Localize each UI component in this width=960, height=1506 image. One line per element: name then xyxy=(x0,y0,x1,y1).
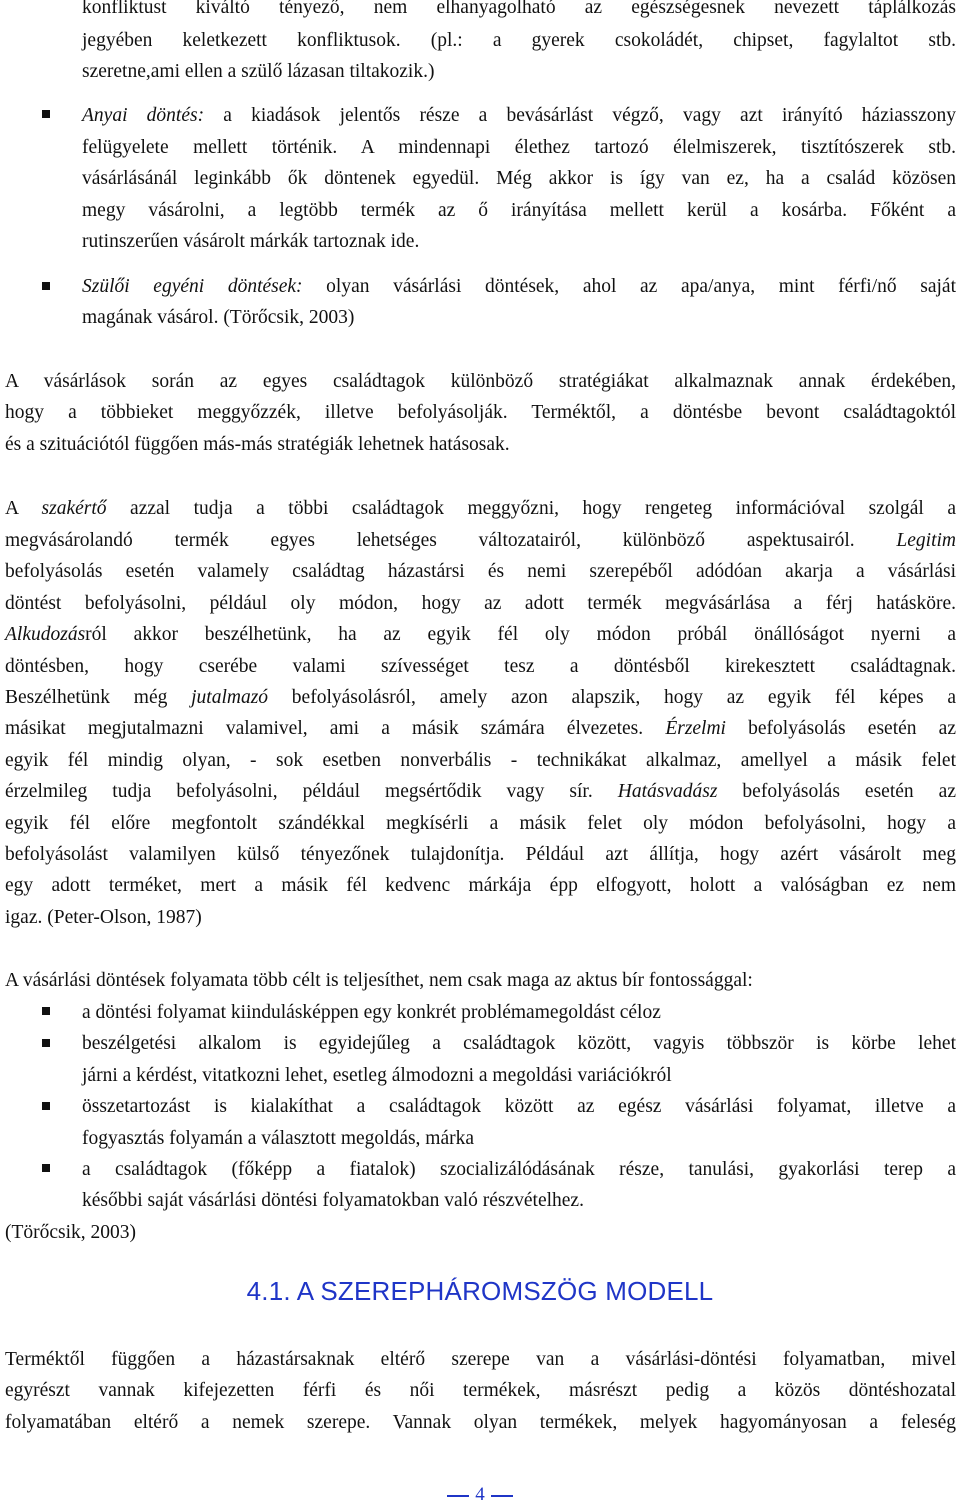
term-szuloi-dontesek: Szülői egyéni döntések: xyxy=(82,276,303,297)
paragraph-line: befolyásolás esetén valamely családtag házastársi és nemi szerepéből adódóan akarja a vásárlási xyxy=(5,561,956,582)
text-line: szeretne,ami ellen a szülő lázasan tiltakozik.) xyxy=(82,61,435,82)
paragraph-line: A vásárlások során az egyes családtagok különböző stratégiákat alkalmaznak annak érdekében, xyxy=(5,371,956,392)
paragraph-line: döntést befolyásolni, például oly módon, hogy az adott termék megvásárlása a férj hatásköre. xyxy=(5,593,956,614)
text-span: befolyásolásról, amely azon alapszik, hogy az egyik fél képes a xyxy=(268,687,957,708)
paragraph-line xyxy=(5,779,956,805)
bullet-icon xyxy=(42,282,50,290)
list-item-line xyxy=(82,103,956,129)
paragraph-line: hogy a többieket meggyőzzék, illetve befolyásolják. Terméktől, a döntésbe bevont családtagoktól xyxy=(5,402,956,423)
text-line: konfliktust kiváltó tényező, nem elhanyagolható az egészségesnek nevezett táplálkozás xyxy=(82,0,956,18)
paragraph-line: Terméktől függően a házastársaknak eltérő szerepe van a vásárlási-döntési folyamatban, mivel xyxy=(5,1349,956,1370)
bullet-icon xyxy=(42,110,50,118)
paragraph-line xyxy=(5,528,956,554)
citation: (Törőcsik, 2003) xyxy=(5,1222,137,1243)
list-item-line: megy vásárolni, a legtöbb termék az ő irányítása mellett kerül a kosárba. Főként a xyxy=(82,200,956,221)
term-hatasvadasz: Hatásvadász xyxy=(617,781,718,802)
paragraph-line: egyrészt vannak kifejezetten férfi és női termékek, másrészt pedig a közös döntéshozatal xyxy=(5,1380,956,1401)
list-item-line: vásárlásánál leginkább ők döntenek egyedül. Még akkor is így van ez, ha a család közösen xyxy=(82,168,956,189)
text-line: jegyében keletkezett konfliktusok. (pl.: a gyerek csokoládét, chipset, fagylaltot stb. xyxy=(82,30,956,51)
text-span: megvásárolandó termék egyes lehetséges változatairól, különböző aspektusairól. xyxy=(5,530,897,551)
paragraph-line: döntésben, hogy cserébe valami szívességet tesz a döntésből kirekesztett családtagnak. xyxy=(5,656,956,677)
list-item-line: későbbi saját vásárlási döntési folyamatokban való részvételhez. xyxy=(82,1190,584,1211)
paragraph-line: egyik fél mindig olyan, - sok esetben nonverbális - technikákat alkalmaz, amellyel a másik felet xyxy=(5,750,956,771)
bullet-icon xyxy=(42,1039,50,1047)
paragraph-line: A vásárlási döntések folyamata több célt is teljesíthet, nem csak maga az aktus bír fontossággal: xyxy=(5,970,753,991)
paragraph-line: igaz. (Peter-Olson, 1987) xyxy=(5,907,202,928)
footer-rule-left xyxy=(447,1495,469,1497)
text-span: érzelmileg tudja befolyásolni, például megsértődik vagy sír. xyxy=(5,781,618,802)
section-heading: 4.1. A SZEREPHÁROMSZÖG MODELL xyxy=(246,1276,714,1306)
bullet-icon xyxy=(42,1007,50,1015)
footer-rule-right xyxy=(491,1495,513,1497)
text-span: olyan vásárlási döntések, ahol az apa/anya, mint férfi/nő saját xyxy=(302,276,956,297)
paragraph-line: folyamatában eltérő a nemek szerepe. Vannak olyan termékek, melyek hagyományosan a feleség xyxy=(5,1412,956,1433)
term-legitim: Legitim xyxy=(896,530,956,551)
text-span: azzal tudja a többi családtagok meggyőzni, hogy rengeteg információval szolgál a xyxy=(106,498,956,519)
text-span: Beszélhetünk még xyxy=(5,687,192,708)
list-item-line: a döntési folyamat kiindulásképpen egy konkrét problémamegoldást céloz xyxy=(82,1002,661,1023)
list-item-line: a családtagok (főképp a fiatalok) szocializálódásának része, tanulási, gyakorlási terep a xyxy=(82,1159,956,1180)
text-span: másikat megjutalmazni valamivel, ami a másik számára élvezetes. xyxy=(5,718,666,739)
list-item-line: rutinszerűen vásárolt márkák tartoznak ide. xyxy=(82,231,420,252)
list-item-line: magának vásárol. (Törőcsik, 2003) xyxy=(82,307,355,328)
bullet-icon xyxy=(42,1102,50,1110)
list-item-line: beszélgetési alkalom is egyidejűleg a családtagok között, vagyis többször is körbe lehet xyxy=(82,1033,956,1054)
paragraph-line: és a szituációtól függően más-más stratégiák lehetnek hatásosak. xyxy=(5,434,510,455)
paragraph-line xyxy=(5,496,956,522)
paragraph-line: egy adott terméket, mert a másik fél kedvenc márkája épp elfogyott, holott a valóságban ez nem xyxy=(5,875,956,896)
paragraph-line: befolyásolást valamilyen külső tényezőnek tulajdonítja. Például azt állítja, hogy azért vásárolt meg xyxy=(5,844,956,865)
text-span: befolyásolás esetén az xyxy=(717,781,956,802)
term-jutalmazo: jutalmazó xyxy=(191,687,269,708)
page-footer xyxy=(440,1484,520,1506)
page-number: 4 xyxy=(475,1484,485,1505)
list-item-line xyxy=(82,274,956,300)
bullet-icon xyxy=(42,1164,50,1172)
list-item-line: járni a kérdést, vitatkozni lehet, esetleg álmodozni a megoldási variációkról xyxy=(82,1065,672,1086)
paragraph-line xyxy=(5,685,956,711)
paragraph-line xyxy=(5,622,956,648)
text-span: A xyxy=(5,498,42,519)
text-span: a kiadások jelentős része a bevásárlást végző, vagy azt irányító háziasszony xyxy=(204,105,956,126)
list-item-line: fogyasztás folyamán a választott megoldás, márka xyxy=(82,1128,475,1149)
term-erzelmi: Érzelmi xyxy=(665,718,726,739)
paragraph-line: egyik fél előre megfontolt szándékkal megkísérli a másik felet oly módon befolyásolni, hogy a xyxy=(5,813,956,834)
term-anyai-dontes: Anyai döntés: xyxy=(82,105,205,126)
text-span: ról akkor beszélhetünk, ha az egyik fél oly módon próbál önállóságot nyerni a xyxy=(85,624,956,645)
term-alkudozas: Alkudozás xyxy=(5,624,86,645)
list-item-line: összetartozást is kialakíthat a családtagok között az egész vásárlási folyamat, illetve a xyxy=(82,1096,956,1117)
list-item-line: felügyelete mellett történik. A mindennapi élethez tartozó élelmiszerek, tisztítószerek stb. xyxy=(82,137,956,158)
text-span: befolyásolás esetén az xyxy=(725,718,956,739)
paragraph-line xyxy=(5,716,956,742)
term-szakerto: szakértő xyxy=(41,498,107,519)
